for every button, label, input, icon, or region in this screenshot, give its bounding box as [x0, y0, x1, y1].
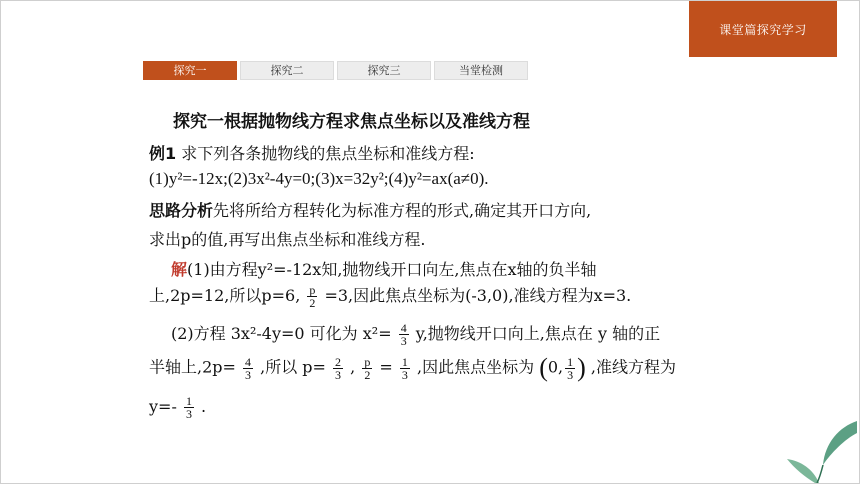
fraction-p-over-2: $\frac{p}{2}$ — [309, 283, 316, 310]
solution-line-3 — [171, 321, 660, 347]
solution-text-4a: 半轴上,2p= — [149, 357, 236, 377]
solution-text-4b: ,所以 p= — [260, 357, 326, 377]
solution-text-5b: . — [201, 397, 207, 416]
section-banner — [689, 1, 837, 57]
left-paren: ( — [539, 353, 548, 382]
point-x: 0, — [547, 357, 564, 377]
tab-explore-1[interactable]: 探究一 — [143, 61, 237, 80]
example-line — [149, 141, 475, 164]
analysis-line-2: 求出p的值,再写出焦点坐标和准线方程. — [149, 230, 426, 249]
fraction-4-over-3: $\frac{4}{3}$ — [400, 321, 407, 348]
solution-line-5 — [149, 395, 206, 420]
analysis-label: 思路分析 — [149, 201, 214, 220]
tab-explore-2[interactable]: 探究二 — [240, 61, 334, 80]
section-banner-label: 课堂篇探究学习 — [719, 23, 807, 37]
example-prompt: 求下列各条抛物线的焦点坐标和准线方程: — [176, 144, 475, 163]
solution-text-3b: y,抛物线开口向上,焦点在 y 轴的正 — [415, 324, 661, 343]
right-paren: ) — [577, 353, 586, 382]
analysis-text-1: 先将所给方程转化为标准方程的形式,确定其开口方向, — [213, 201, 592, 220]
solution-text-4e: ,因此焦点坐标为 — [417, 357, 535, 377]
fraction-one-third: $\frac{1}{3}$ — [401, 354, 408, 382]
solution-text-4c: , — [350, 357, 356, 377]
solution-line-2 — [149, 283, 631, 309]
solution-line-1 — [171, 257, 597, 280]
tab-class-test[interactable]: 当堂检测 — [434, 61, 528, 80]
tab-bar — [143, 61, 528, 80]
tab-explore-3[interactable]: 探究三 — [337, 61, 431, 80]
example-equations: (1)y²=-12x;(2)3x²-4y=0;(3)x=32y²;(4)y²=ax(a≠0). — [149, 169, 489, 188]
solution-text-5a: y=- — [149, 397, 177, 416]
example-label: 例1 — [149, 144, 177, 163]
solution-text-4d: = — [379, 357, 393, 377]
solution-text-2b: =3,因此焦点坐标为(-3,0),准线方程为x=3. — [324, 286, 632, 305]
fraction-2p: $\frac{4}{3}$ — [245, 354, 252, 382]
section-heading: 探究一根据抛物线方程求焦点坐标以及准线方程 — [173, 112, 530, 132]
leaf-decoration-icon — [779, 413, 859, 483]
fraction-focus-y: $\frac{1}{3}$ — [567, 354, 574, 382]
solution-text-3a: (2)方程 3x²-4y=0 可化为 x²= — [171, 324, 392, 343]
analysis-line-1 — [149, 198, 591, 221]
fraction-directrix: $\frac{1}{3}$ — [185, 394, 192, 421]
solution-text-4f: ,准线方程为 — [590, 357, 676, 377]
solution-label: 解 — [171, 260, 188, 279]
fraction-p-half: $\frac{p}{2}$ — [364, 354, 371, 382]
fraction-p: $\frac{2}{3}$ — [335, 354, 342, 382]
solution-line-4 — [149, 353, 676, 383]
solution-text-2a: 上,2p=12,所以p=6, — [149, 286, 301, 305]
solution-text-1: (1)由方程y²=-12x知,抛物线开口向左,焦点在x轴的负半轴 — [187, 260, 597, 279]
